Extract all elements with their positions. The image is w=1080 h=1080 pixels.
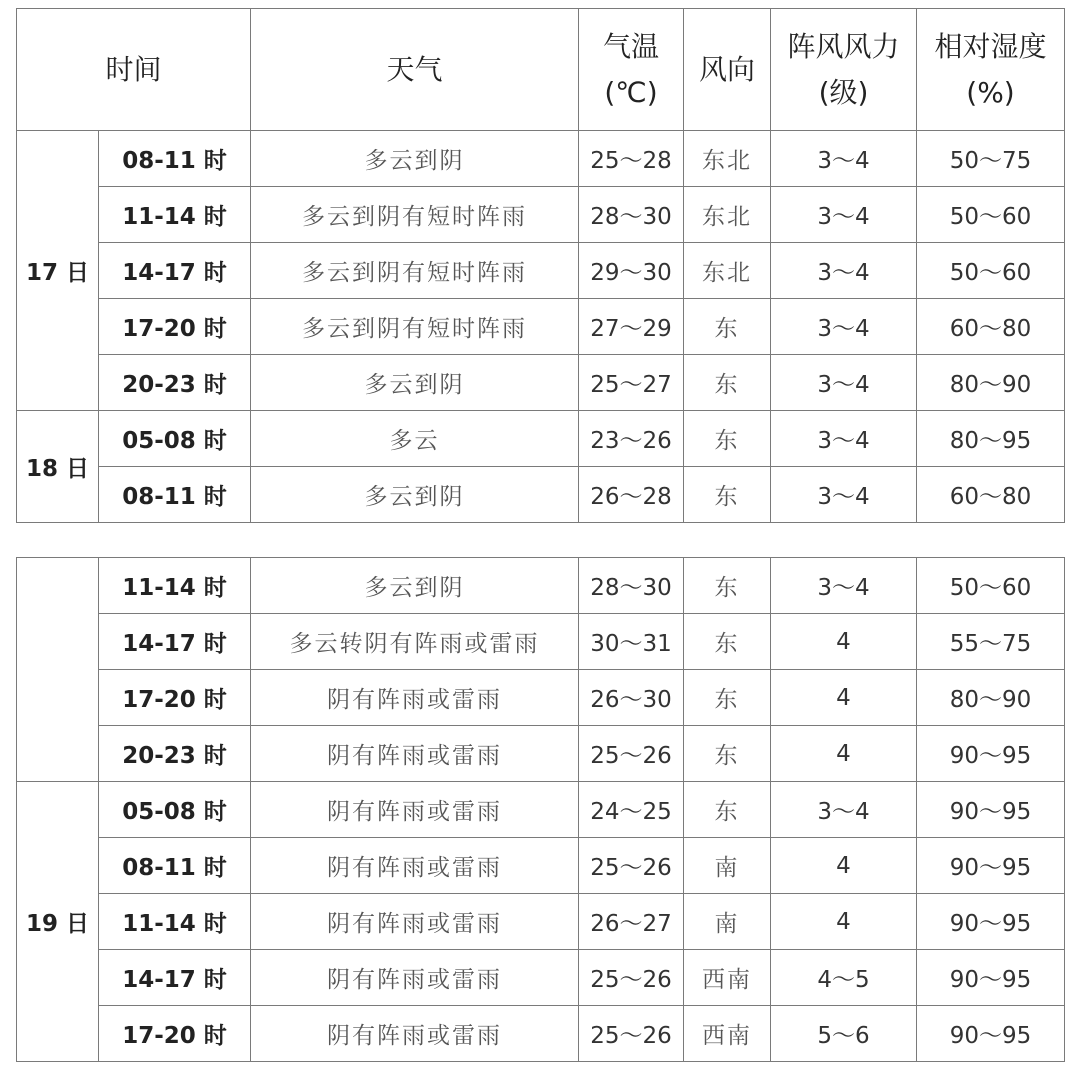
humidity-cell: 50～75 <box>917 131 1065 187</box>
table-row <box>17 131 1065 187</box>
wind-dir-cell: 东 <box>684 467 771 523</box>
humidity-cell: 60～80 <box>917 299 1065 355</box>
weather-cell: 多云到阴有短时阵雨 <box>251 243 579 299</box>
table-row <box>17 558 1065 614</box>
humidity-cell: 90～95 <box>917 782 1065 838</box>
humidity-cell: 90～95 <box>917 838 1065 894</box>
temp-cell: 26～30 <box>579 670 684 726</box>
gust-cell: 3～4 <box>771 411 917 467</box>
forecast-table-top <box>16 8 1065 523</box>
table-row <box>17 411 1065 467</box>
wind-dir-cell: 东 <box>684 299 771 355</box>
time-cell: 17-20 时 <box>99 299 251 355</box>
table-row <box>17 894 1065 950</box>
time-cell: 05-08 时 <box>99 782 251 838</box>
wind-dir-cell: 东 <box>684 782 771 838</box>
time-cell: 08-11 时 <box>99 838 251 894</box>
gust-cell: 3～4 <box>771 782 917 838</box>
header-time: 时间 <box>17 9 251 131</box>
humidity-cell: 50～60 <box>917 243 1065 299</box>
wind-dir-cell: 东北 <box>684 131 771 187</box>
weather-cell: 多云转阴有阵雨或雷雨 <box>251 614 579 670</box>
temp-cell: 25～26 <box>579 950 684 1006</box>
time-cell: 14-17 时 <box>99 243 251 299</box>
weather-cell: 多云到阴 <box>251 131 579 187</box>
weather-cell: 阴有阵雨或雷雨 <box>251 726 579 782</box>
time-cell: 11-14 时 <box>99 558 251 614</box>
gust-cell: 3～4 <box>771 558 917 614</box>
gust-cell: 4 <box>771 894 917 950</box>
wind-dir-cell: 南 <box>684 838 771 894</box>
weather-cell: 多云到阴 <box>251 467 579 523</box>
table-row <box>17 355 1065 411</box>
wind-dir-cell: 东 <box>684 411 771 467</box>
humidity-cell: 55～75 <box>917 614 1065 670</box>
temp-cell: 25～26 <box>579 838 684 894</box>
wind-dir-cell: 东 <box>684 670 771 726</box>
wind-dir-cell: 东 <box>684 558 771 614</box>
humidity-cell: 50～60 <box>917 558 1065 614</box>
weather-cell: 多云到阴有短时阵雨 <box>251 299 579 355</box>
wind-dir-cell: 东 <box>684 726 771 782</box>
time-cell: 17-20 时 <box>99 1006 251 1062</box>
header-weather: 天气 <box>251 9 579 131</box>
header-temp-line2: (℃) <box>604 75 658 109</box>
humidity-cell: 50～60 <box>917 187 1065 243</box>
weather-cell: 多云到阴 <box>251 558 579 614</box>
time-cell: 14-17 时 <box>99 950 251 1006</box>
gust-cell: 3～4 <box>771 243 917 299</box>
table-row <box>17 950 1065 1006</box>
header-gust-line2: (级) <box>818 75 869 109</box>
header-wind-dir: 风向 <box>684 9 771 131</box>
weather-cell: 阴有阵雨或雷雨 <box>251 838 579 894</box>
day-label <box>17 558 99 782</box>
temp-cell: 30～31 <box>579 614 684 670</box>
table-row <box>17 782 1065 838</box>
weather-cell: 阴有阵雨或雷雨 <box>251 894 579 950</box>
weather-cell: 多云 <box>251 411 579 467</box>
day-label: 17 日 <box>17 131 99 411</box>
humidity-cell: 90～95 <box>917 950 1065 1006</box>
humidity-cell: 90～95 <box>917 1006 1065 1062</box>
table-row <box>17 726 1065 782</box>
weather-cell: 阴有阵雨或雷雨 <box>251 950 579 1006</box>
gust-cell: 4 <box>771 838 917 894</box>
weather-cell: 阴有阵雨或雷雨 <box>251 670 579 726</box>
table-row <box>17 243 1065 299</box>
header-humidity <box>917 9 1065 131</box>
temp-cell: 28～30 <box>579 558 684 614</box>
temp-cell: 25～26 <box>579 1006 684 1062</box>
humidity-cell: 80～90 <box>917 355 1065 411</box>
time-cell: 11-14 时 <box>99 187 251 243</box>
weather-cell: 多云到阴 <box>251 355 579 411</box>
table-row <box>17 670 1065 726</box>
table-row <box>17 1006 1065 1062</box>
weather-cell: 阴有阵雨或雷雨 <box>251 782 579 838</box>
temp-cell: 25～26 <box>579 726 684 782</box>
temp-cell: 29～30 <box>579 243 684 299</box>
time-cell: 17-20 时 <box>99 670 251 726</box>
temp-cell: 28～30 <box>579 187 684 243</box>
time-cell: 08-11 时 <box>99 467 251 523</box>
group-day17 <box>17 131 1065 411</box>
temp-cell: 23～26 <box>579 411 684 467</box>
time-cell: 11-14 时 <box>99 894 251 950</box>
gust-cell: 4 <box>771 614 917 670</box>
humidity-cell: 80～90 <box>917 670 1065 726</box>
wind-dir-cell: 东 <box>684 614 771 670</box>
group-day19 <box>17 782 1065 1062</box>
humidity-cell: 90～95 <box>917 894 1065 950</box>
time-cell: 20-23 时 <box>99 726 251 782</box>
header-gust-line1: 阵风风力 <box>787 29 900 63</box>
day-label: 18 日 <box>17 411 99 523</box>
table-row <box>17 187 1065 243</box>
weather-cell: 多云到阴有短时阵雨 <box>251 187 579 243</box>
gust-cell: 3～4 <box>771 299 917 355</box>
gust-cell: 3～4 <box>771 131 917 187</box>
forecast-table-bottom <box>16 557 1065 1062</box>
wind-dir-cell: 西南 <box>684 950 771 1006</box>
header-humidity-line2: (%) <box>966 75 1015 109</box>
temp-cell: 24～25 <box>579 782 684 838</box>
table-row <box>17 299 1065 355</box>
group-day18-continued <box>17 558 1065 782</box>
humidity-cell: 80～95 <box>917 411 1065 467</box>
temp-cell: 26～27 <box>579 894 684 950</box>
time-cell: 20-23 时 <box>99 355 251 411</box>
temp-cell: 25～28 <box>579 131 684 187</box>
gust-cell: 4 <box>771 726 917 782</box>
time-cell: 08-11 时 <box>99 131 251 187</box>
wind-dir-cell: 西南 <box>684 1006 771 1062</box>
gust-cell: 4～5 <box>771 950 917 1006</box>
gust-cell: 5～6 <box>771 1006 917 1062</box>
wind-dir-cell: 东北 <box>684 187 771 243</box>
time-cell: 05-08 时 <box>99 411 251 467</box>
humidity-cell: 60～80 <box>917 467 1065 523</box>
humidity-cell: 90～95 <box>917 726 1065 782</box>
header-temp-line1: 气温 <box>603 29 660 63</box>
table-row <box>17 838 1065 894</box>
group-day18 <box>17 411 1065 523</box>
wind-dir-cell: 南 <box>684 894 771 950</box>
header-row <box>17 9 1065 131</box>
weather-cell: 阴有阵雨或雷雨 <box>251 1006 579 1062</box>
gust-cell: 3～4 <box>771 355 917 411</box>
temp-cell: 27～29 <box>579 299 684 355</box>
gust-cell: 3～4 <box>771 467 917 523</box>
gust-cell: 4 <box>771 670 917 726</box>
table-row <box>17 467 1065 523</box>
header-temp <box>579 9 684 131</box>
wind-dir-cell: 东 <box>684 355 771 411</box>
header-humidity-line1: 相对湿度 <box>934 29 1047 63</box>
temp-cell: 26～28 <box>579 467 684 523</box>
header-gust <box>771 9 917 131</box>
gust-cell: 3～4 <box>771 187 917 243</box>
day-label: 19 日 <box>17 782 99 1062</box>
time-cell: 14-17 时 <box>99 614 251 670</box>
temp-cell: 25～27 <box>579 355 684 411</box>
table-row <box>17 614 1065 670</box>
wind-dir-cell: 东北 <box>684 243 771 299</box>
